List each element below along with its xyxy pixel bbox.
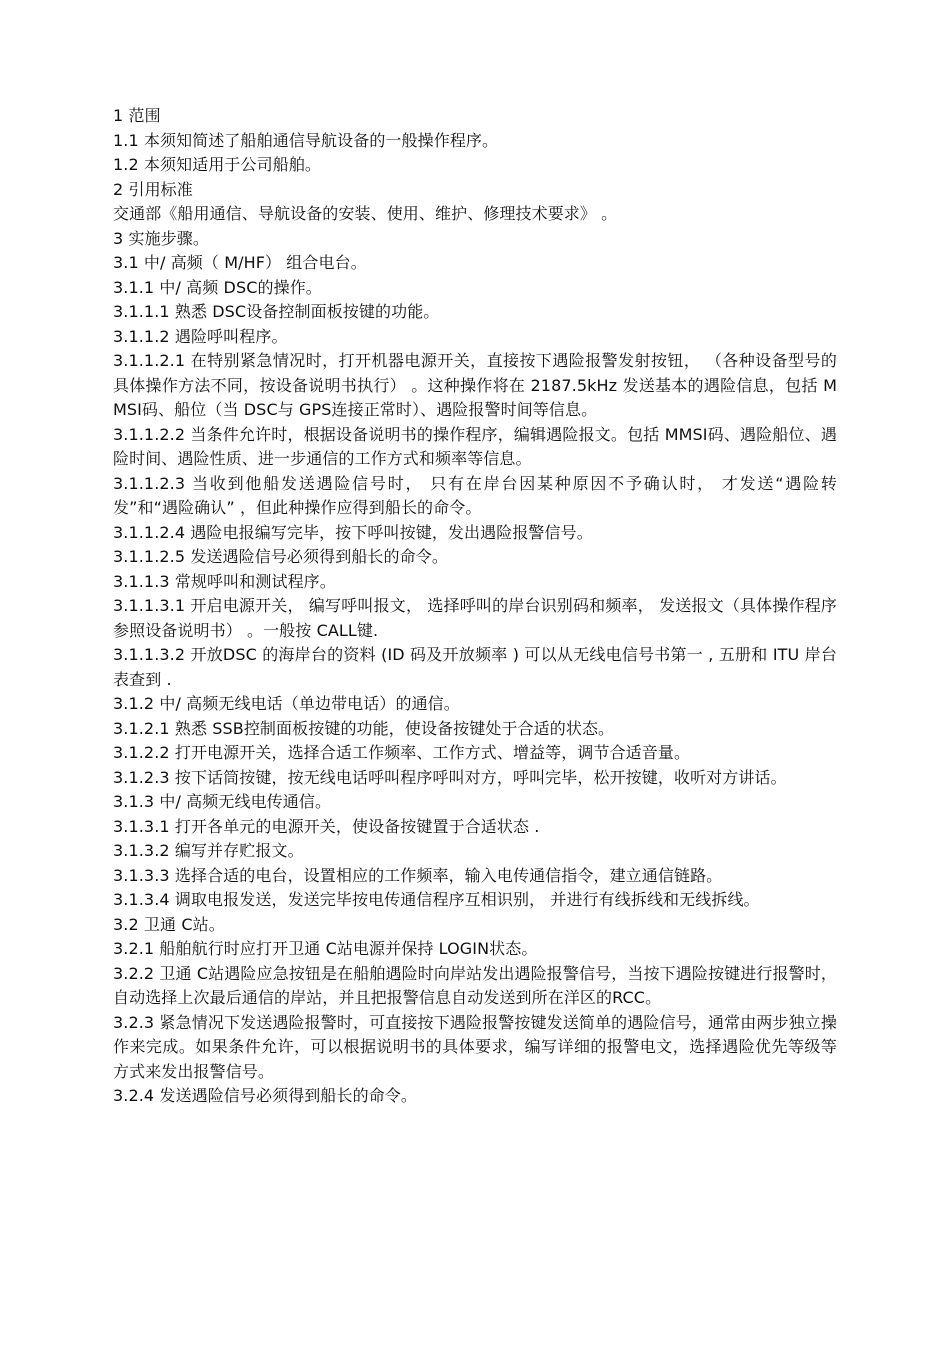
paragraph: 3.1.3 中/ 高频无线电传通信。 <box>113 792 332 811</box>
paragraph: 3.1 中/ 高频（ M/HF） 组合电台。 <box>113 253 367 272</box>
document-body <box>113 104 837 1109</box>
paragraph: 3.1.3.2 编写并存贮报文。 <box>113 841 304 860</box>
paragraph: 3.1.1.2.4 遇险电报编写完毕，按下呼叫按键，发出遇险报警信号。 <box>113 522 593 542</box>
paragraph: 3.2 卫通 C站。 <box>113 914 225 934</box>
paragraph: 3.1.1.2.2 当条件允许时，根据设备说明书的操作程序，编辑遇险报文。包括 MMSI码、遇险船位、遇险时间、遇险性质、进一步通信的工作方式和频率等信息。 <box>113 424 837 468</box>
paragraph: 3.1.1.3.1 开启电源开关， 编写呼叫报文， 选择呼叫的岸台识别码和频率， 发送报文（具体操作程序参照设备说明书） 。一般按 CALL键. <box>113 596 837 640</box>
paragraph: 3.1.1.2 遇险呼叫程序。 <box>113 326 288 346</box>
paragraph: 3.1.2.2 打开电源开关，选择合适工作频率、工作方式、增益等，调节合适音量。 <box>113 743 691 762</box>
paragraph: 3.1.1.3 常规呼叫和测试程序。 <box>113 571 336 591</box>
paragraph: 3.1.1 中/ 高频 DSC的操作。 <box>113 277 322 297</box>
paragraph: 3.1.1.2.3 当收到他船发送遇险信号时， 只有在岸台因某种原因不予确认时， 才发送“遇险转发”和“遇险确认” ，但此种操作应得到船长的命令。 <box>113 473 837 517</box>
paragraph: 3.2.1 船舶航行时应打开卫通 C站电源并保持 LOGIN状态。 <box>113 939 538 958</box>
paragraph: 1 范围 <box>113 106 161 125</box>
paragraph: 3.1.1.3.2 开放DSC 的海岸台的资料 (ID 码及开放频率 ) 可以从无线电信号书第一 , 五册和 ITU 岸台表查到 . <box>113 645 837 689</box>
paragraph: 3.2.3 紧急情况下发送遇险报警时，可直接按下遇险报警按键发送简单的遇险信号，通常由两步独立操作来完成。如果条件允许，可以根据说明书的具体要求，编写详细的报警电文，选择遇险优先等级等方式来发出报警信号。 <box>113 1012 837 1081</box>
paragraph: 3.1.1.2.1 在特别紧急情况时，打开机器电源开关，直接按下遇险报警发射按钮， （各种设备型号的具体操作方法不同，按设备说明书执行） 。这种操作将在 2187.5kHz 发送基本的遇险信息，包括 MMSI码、船位（当 DSC与 GPS连接正常时）、遇险报警时间等信息。 <box>113 351 837 419</box>
paragraph: 3.1.3.4 调取电报发送，发送完毕按电传通信程序互相识别， 并进行有线拆线和无线拆线。 <box>113 890 760 909</box>
paragraph: 3.1.2 中/ 高频无线电话（单边带电话）的通信。 <box>113 694 460 713</box>
paragraph: 3.1.2.3 按下话筒按键，按无线电话呼叫程序呼叫对方，呼叫完毕，松开按键，收听对方讲话。 <box>113 767 787 787</box>
paragraph: 3.2.2 卫通 C站遇险应急按钮是在船舶遇险时向岸站发出遇险报警信号，当按下遇险按键进行报警时，自动选择上次最后通信的岸站，并且把报警信息自动发送到所在洋区的RCC。 <box>113 963 837 1007</box>
paragraph: 1.1 本须知简述了船舶通信导航设备的一般操作程序。 <box>113 130 499 150</box>
paragraph: 3.2.4 发送遇险信号必须得到船长的命令。 <box>113 1086 417 1105</box>
paragraph: 2 引用标准 <box>113 179 193 199</box>
paragraph: 3.1.3.3 选择合适的电台，设置相应的工作频率，输入电传通信指令，建立通信链路。 <box>113 865 723 885</box>
paragraph: 3.1.2.1 熟悉 SSB控制面板按键的功能，使设备按键处于合适的状态。 <box>113 718 615 738</box>
paragraph: 3.1.1.2.5 发送遇险信号必须得到船长的命令。 <box>113 547 448 566</box>
paragraph: 1.2 本须知适用于公司船舶。 <box>113 155 322 174</box>
paragraph: 3.1.1.1 熟悉 DSC设备控制面板按键的功能。 <box>113 302 440 321</box>
paragraph: 3 实施步骤。 <box>113 228 209 248</box>
paragraph: 交通部《船用通信、导航设备的安装、使用、维护、修理技术要求》 。 <box>113 204 618 223</box>
paragraph: 3.1.3.1 打开各单元的电源开关，使设备按键置于合适状态 . <box>113 816 540 836</box>
